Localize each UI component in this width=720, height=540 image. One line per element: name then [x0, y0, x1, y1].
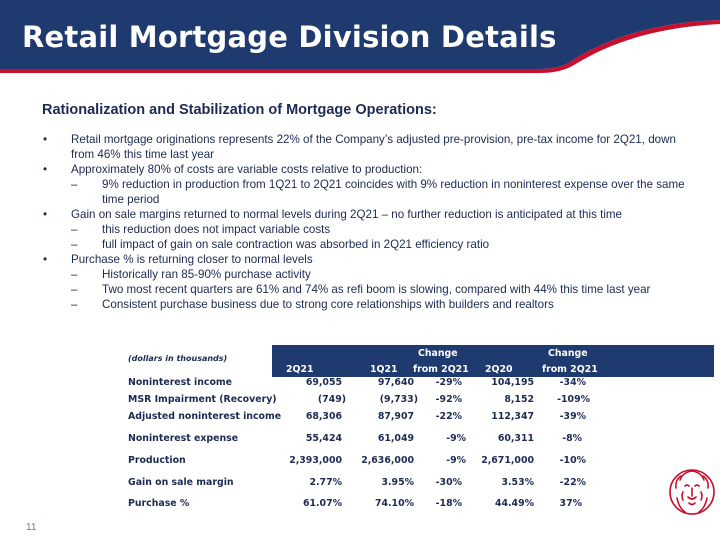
lion-head-icon: [667, 462, 717, 532]
row-label: Noninterest income: [128, 377, 233, 388]
dash-marker: –: [71, 178, 78, 191]
units-note: (dollars in thousands): [128, 354, 228, 363]
cell-change-1: -22%: [435, 411, 462, 422]
cell-2q21: (749): [317, 394, 346, 405]
bullet-item: • Retail mortgage originations represents 22% of the Company’s adjusted pre-provision, pre-tax income for 2Q21, down from 46% this time last year: [43, 133, 676, 161]
page-title: Retail Mortgage Division Details: [22, 20, 557, 54]
cell-2q20: 44.49%: [494, 498, 534, 509]
cell-change-2: -10%: [559, 455, 586, 466]
bullet-marker: •: [43, 253, 48, 266]
cell-2q20: 2,671,000: [481, 455, 534, 466]
bullet-item: • Gain on sale margins returned to normal levels during 2Q21 – no further reduction is anticipated at this time: [43, 208, 622, 221]
table-row: [120, 394, 600, 408]
cell-1q21: 87,907: [377, 411, 414, 422]
cell-2q21: 2.77%: [309, 477, 342, 488]
sub-bullet-item: – full impact of gain on sale contraction was absorbed in 2Q21 efficiency ratio: [71, 238, 490, 251]
cell-2q21: 55,424: [305, 433, 342, 444]
table-header: [120, 342, 600, 376]
row-label: Production: [128, 455, 186, 466]
table-row: [120, 377, 600, 391]
bullet-marker: •: [43, 133, 48, 146]
sub-bullet-item: – Consistent purchase business due to strong core relationships with builders and realtors: [71, 298, 554, 311]
cell-1q21: 61,049: [377, 433, 414, 444]
header-from-2q21-1: from 2Q21: [413, 364, 469, 375]
cell-change-2: -34%: [559, 377, 586, 388]
dash-marker: –: [71, 283, 78, 296]
cell-change-2: -109%: [557, 394, 590, 405]
header-banner: [0, 0, 720, 80]
header-change-1: Change: [418, 348, 458, 359]
cell-change-1: -92%: [435, 394, 462, 405]
cell-2q21: 69,055: [305, 377, 342, 388]
sub-bullet-item: – this reduction does not impact variable costs: [71, 223, 331, 236]
cell-change-2: -22%: [559, 477, 586, 488]
cell-2q20: 3.53%: [501, 477, 534, 488]
cell-2q20: 8,152: [504, 394, 534, 405]
header-change-2: Change: [548, 348, 588, 359]
bullet-item: • Approximately 80% of costs are variable costs relative to production:: [43, 163, 423, 176]
section-title: Rationalization and Stabilization of Mortgage Operations:: [42, 102, 437, 118]
row-label: MSR Impairment (Recovery): [128, 394, 277, 405]
header-1q21: 1Q21: [370, 364, 398, 375]
cell-2q21: 2,393,000: [289, 455, 342, 466]
cell-change-1: -30%: [435, 477, 462, 488]
cell-2q20: 104,195: [491, 377, 534, 388]
row-label: Noninterest expense: [128, 433, 239, 444]
cell-1q21: 74.10%: [374, 498, 414, 509]
sub-bullet-item: – Two most recent quarters are 61% and 74% as refi boom is slowing, compared with 44% this time last year: [71, 283, 651, 296]
header-from-2q21-2: from 2Q21: [542, 364, 598, 375]
bullet-marker: •: [43, 163, 48, 176]
header-2q21: 2Q21: [286, 364, 314, 375]
cell-change-1: -29%: [435, 377, 462, 388]
sub-bullet-item: – 9% reduction in production from 1Q21 to 2Q21 coincides with 9% reduction in noninterest expense over the same time period: [71, 178, 685, 206]
dash-marker: –: [71, 298, 78, 311]
cell-change-2: -39%: [559, 411, 586, 422]
cell-2q20: 60,311: [497, 433, 534, 444]
table-row: [120, 498, 600, 512]
cell-change-1: -9%: [446, 455, 466, 466]
cell-change-2: 37%: [559, 498, 582, 509]
page-number: 11: [26, 522, 37, 533]
dash-marker: –: [71, 238, 78, 251]
cell-change-2: -8%: [562, 433, 582, 444]
cell-1q21: (9,733): [379, 394, 418, 405]
header-2q20: 2Q20: [485, 364, 513, 375]
table-row: [120, 433, 600, 447]
row-label: Gain on sale margin: [128, 477, 234, 488]
cell-2q21: 61.07%: [302, 498, 342, 509]
cell-2q20: 112,347: [491, 411, 534, 422]
cell-1q21: 2,636,000: [361, 455, 414, 466]
row-label: Purchase %: [128, 498, 190, 509]
bullet-list: [42, 132, 687, 312]
table-row: [120, 455, 600, 469]
bullet-marker: •: [43, 208, 48, 221]
dash-marker: –: [71, 268, 78, 281]
sub-bullet-item: – Historically ran 85-90% purchase activity: [71, 268, 311, 281]
cell-2q21: 68,306: [305, 411, 342, 422]
bullet-item: • Purchase % is returning closer to normal levels: [43, 253, 313, 266]
row-label: Adjusted noninterest income: [128, 411, 282, 422]
cell-change-1: -9%: [446, 433, 466, 444]
table-row: [120, 477, 600, 491]
cell-1q21: 3.95%: [381, 477, 414, 488]
cell-change-1: -18%: [435, 498, 462, 509]
cell-1q21: 97,640: [377, 377, 414, 388]
dash-marker: –: [71, 223, 78, 236]
table-row: [120, 411, 600, 425]
